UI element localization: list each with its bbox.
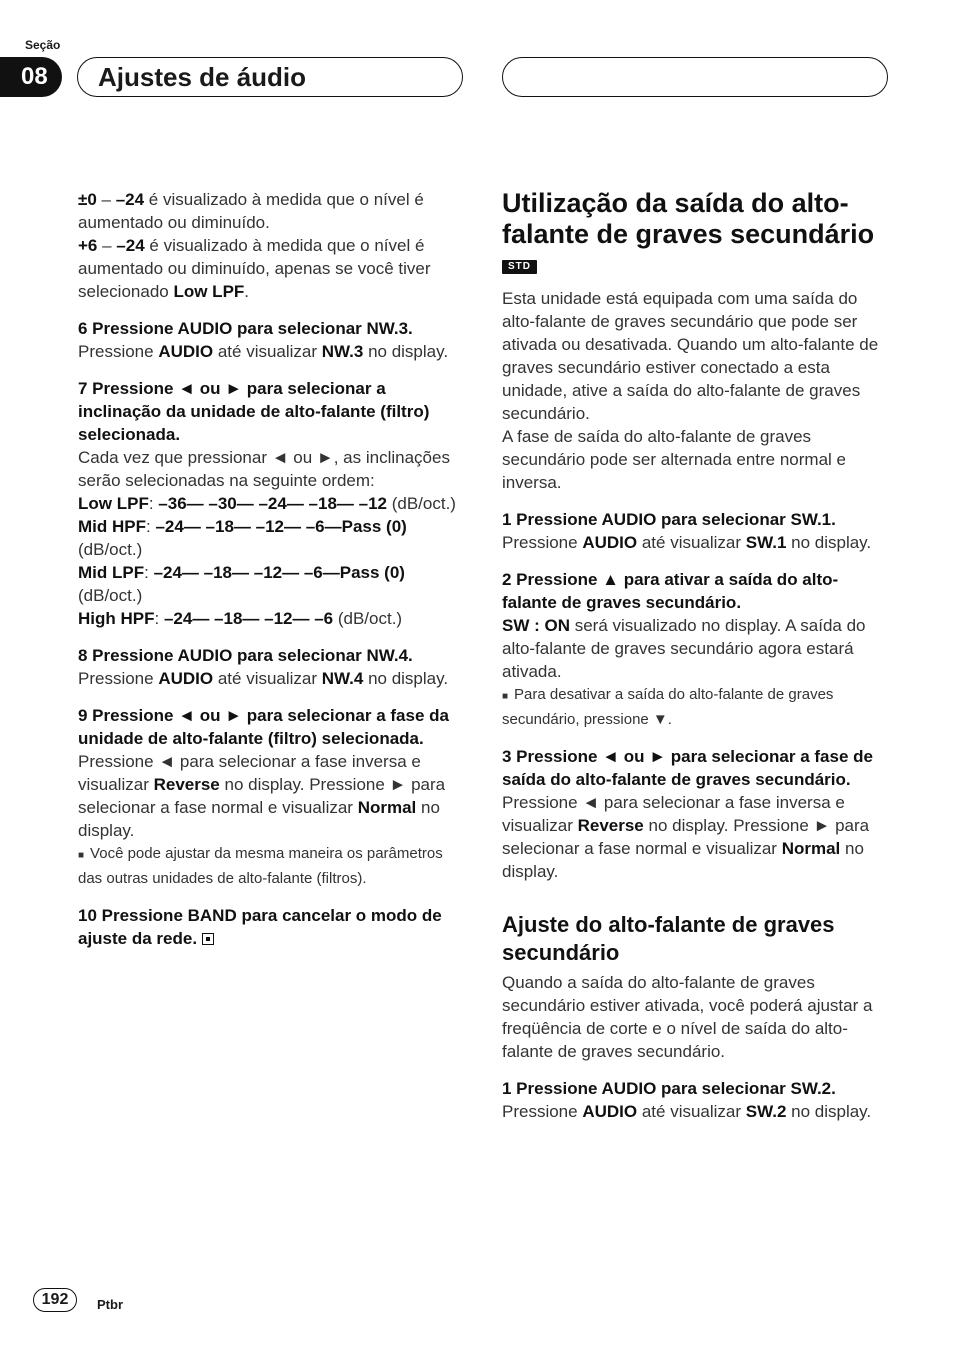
- step-2-note: ■ Para desativar a saída do alto-falante de graves secundário, pressione ▼.: [502, 686, 834, 728]
- step-6-title: 6 Pressione AUDIO para selecionar NW.3.: [78, 319, 413, 338]
- paragraph-1: Esta unidade está equipada com uma saída do alto-falante de graves secundário que pode ser ativada ou desativada. Quando um alto-falante de graves secundário estiver conectado a esta unidade, ative a saída do alto-falante de graves secundário.: [502, 289, 879, 423]
- slope-low-lpf: Low LPF: –36— –30— –24— –18— –12 (dB/oct.): [78, 494, 456, 513]
- slope-high-hpf: High HPF: –24— –18— –12— –6 (dB/oct.): [78, 609, 403, 628]
- section-label: Seção: [25, 38, 61, 52]
- step-7-title: 7 Pressione ◄ ou ► para selecionar a inclinação da unidade de alto-falante (filtro) selecionada.: [78, 379, 430, 444]
- step-8-title: 8 Pressione AUDIO para selecionar NW.4.: [78, 646, 413, 665]
- step-3-text: Pressione ◄ para selecionar a fase inversa e visualizar Reverse no display. Pressione ► para selecionar a fase normal e visualizar Normal no display.: [502, 793, 870, 881]
- page-title: Ajustes de áudio: [77, 57, 463, 97]
- language-label: Ptbr: [97, 1297, 123, 1312]
- step-2-text: SW : ON será visualizado no display. A saída do alto-falante de graves secundário agora estará ativada.: [502, 616, 866, 681]
- heading-subwoofer-adjust: Ajuste do alto-falante de graves secundário: [502, 912, 835, 965]
- slope-mid-lpf: Mid LPF: –24— –18— –12— –6—Pass (0) (dB/oct.): [78, 563, 405, 605]
- step-2-title: 2 Pressione ▲ para ativar a saída do alto-falante de graves secundário.: [502, 570, 839, 612]
- step-8-text: Pressione AUDIO até visualizar NW.4 no display.: [78, 669, 449, 688]
- std-badge-icon: STD: [502, 260, 537, 274]
- step-1-title: 1 Pressione AUDIO para selecionar SW.1.: [502, 510, 836, 529]
- note-bullet-icon: ■: [78, 850, 85, 861]
- section-number-tab: 08: [0, 57, 62, 97]
- left-column: [78, 188, 466, 950]
- right-column: [502, 188, 890, 1123]
- step-sw2-text: Pressione AUDIO até visualizar SW.2 no display.: [502, 1102, 872, 1121]
- step-10-title: 10 Pressione BAND para cancelar o modo de ajuste da rede.: [78, 906, 442, 948]
- step-9-title: 9 Pressione ◄ ou ► para selecionar a fase da unidade de alto-falante (filtro) selecionada.: [78, 706, 449, 748]
- step-9-note: ■ Você pode ajustar da mesma maneira os parâmetros das outras unidades de alto-falante (filtros).: [78, 845, 443, 887]
- intro-paragraph-2: +6 – –24 é visualizado à medida que o nível é aumentado ou diminuído, apenas se você tiver selecionado Low LPF.: [78, 236, 431, 301]
- note-bullet-icon: ■: [502, 691, 509, 702]
- header-empty-box: [502, 57, 888, 97]
- step-6-text: Pressione AUDIO até visualizar NW.3 no display.: [78, 342, 449, 361]
- slope-mid-hpf: Mid HPF: –24— –18— –12— –6—Pass (0) (dB/oct.): [78, 517, 407, 559]
- page-number: 192: [33, 1288, 77, 1312]
- step-7-text: Cada vez que pressionar ◄ ou ►, as inclinações serão selecionadas na seguinte ordem:: [78, 448, 450, 490]
- step-sw2-title: 1 Pressione AUDIO para selecionar SW.2.: [502, 1079, 836, 1098]
- heading-subwoofer-output: Utilização da saída do alto-falante de graves secundário STD: [502, 188, 875, 272]
- intro-paragraph-1: ±0 – –24 é visualizado à medida que o nível é aumentado ou diminuído.: [78, 190, 424, 232]
- end-mark-icon: [202, 933, 214, 945]
- paragraph-3: Quando a saída do alto-falante de graves secundário estiver ativada, você poderá ajustar a freqüência de corte e o nível de saída do alto-falante de graves secundário.: [502, 973, 873, 1061]
- paragraph-2: A fase de saída do alto-falante de graves secundário pode ser alternada entre normal e inversa.: [502, 427, 846, 492]
- step-1-text: Pressione AUDIO até visualizar SW.1 no display.: [502, 533, 872, 552]
- step-3-title: 3 Pressione ◄ ou ► para selecionar a fase de saída do alto-falante de graves secundário.: [502, 747, 873, 789]
- step-9-text: Pressione ◄ para selecionar a fase inversa e visualizar Reverse no display. Pressione ► para selecionar a fase normal e visualizar Normal no display.: [78, 752, 446, 840]
